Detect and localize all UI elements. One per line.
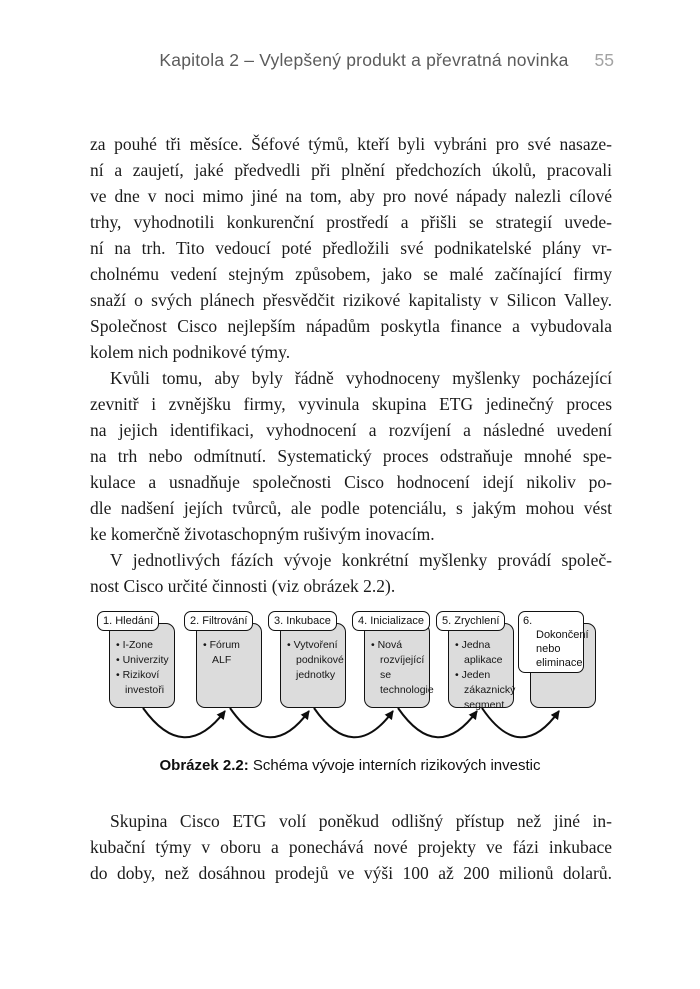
text-line: na trh nebo odmítnutí. Systematický proces odstraňuje mnohé spe- xyxy=(90,446,612,466)
bullet-item: • Nová rozvíjející se technologie xyxy=(371,639,434,696)
bullet-item: • Rizikoví investoři xyxy=(116,669,165,696)
stage-label: 5. Zrychlení xyxy=(436,611,505,631)
stage-body xyxy=(109,623,175,708)
caption-label: Obrázek 2.2: xyxy=(159,757,249,774)
text-block-after-figure xyxy=(90,808,612,886)
stage-2 xyxy=(184,611,270,666)
page-number: 55 xyxy=(594,50,614,70)
text-line: do doby, než dosáhnou prodejů ve výši 100 až 200 milionů dolarů. xyxy=(90,863,612,883)
bullet-item: • Univerzity xyxy=(116,654,169,666)
flow-arrow xyxy=(143,708,225,737)
stage-label: 4. Inicializace xyxy=(352,611,430,631)
stage-1 xyxy=(97,611,183,696)
text-line: dle nadšení jejích tvůrců, ale podle potenciálu, s jakým mohou vést xyxy=(90,498,612,518)
stage-label: 1. Hledání xyxy=(97,611,159,631)
text-line: kubační týmy v oboru a ponechává nové projekty ve fázi inkubace xyxy=(90,837,612,857)
bullet-item: • Fórum ALF xyxy=(203,639,240,666)
figure-diagram xyxy=(0,608,700,753)
text-line: ní a zaujetí, jaké předvedli při plnění předchozích úkolů, pracovali xyxy=(90,160,612,180)
page-content xyxy=(0,131,700,886)
stage-body xyxy=(280,623,346,708)
text-line: na jejich identifikaci, vyhodnocení a rozvíjení a následné uvedení xyxy=(90,420,612,440)
text-line: Skupina Cisco ETG volí poněkud odlišný přístup než jiné in- xyxy=(110,811,612,831)
bullet-item: • Jedna aplikace xyxy=(455,639,503,666)
flow-arrow xyxy=(230,708,309,737)
text-line: Kvůli tomu, aby byly řádně vyhodnoceny myšlenky pocházející xyxy=(110,368,612,388)
bullet-item: • Jeden zákaznický segment xyxy=(455,669,516,711)
stage-body xyxy=(196,623,262,708)
paragraph xyxy=(90,547,612,599)
text-line: V jednotlivých fázích vývoje konkrétní myšlenky provádí společ- xyxy=(110,550,612,570)
text-line: ke komerčně životaschopným rušivým inovacím. xyxy=(90,524,435,544)
text-line: zevnitř i zvnějšku firmy, vyvinula skupina ETG jedinečný proces xyxy=(90,394,612,414)
text-line: ve dne v noci mimo jiné na tom, aby pro nové nápady nalezli cílové xyxy=(90,186,612,206)
paragraph xyxy=(90,808,612,886)
text-line: snaží o svých plánech přesvědčit rizikové kapitalisty v Silicon Valley. xyxy=(90,290,612,310)
stage-3 xyxy=(268,611,354,681)
stage-6 xyxy=(518,611,604,673)
figure-caption xyxy=(0,755,700,776)
text-line: kulace a usnadňuje společnosti Cisco hodnocení idejí nikoliv po- xyxy=(90,472,612,492)
caption-text: Schéma vývoje interních rizikových investic xyxy=(248,757,541,774)
stage-label: 2. Filtrování xyxy=(184,611,253,631)
stage-4 xyxy=(352,611,438,696)
paragraph xyxy=(90,131,612,365)
stage-label: 6. Dokončení nebo eliminace xyxy=(518,611,584,673)
bullet-item: • I-Zone xyxy=(116,639,153,651)
stage-body xyxy=(448,623,516,711)
stage-label: 3. Inkubace xyxy=(268,611,337,631)
running-header xyxy=(0,0,700,74)
flow-arrow xyxy=(314,708,393,737)
paragraph xyxy=(90,365,612,547)
bullet-item: • Vytvoření podnikové jednotky xyxy=(287,639,344,681)
text-line: nost Cisco určité činnosti (viz obrázek 2.2). xyxy=(90,576,396,596)
chapter-title-text: Kapitola 2 – Vylepšený produkt a převratná novinka xyxy=(159,50,569,70)
stage-body xyxy=(364,623,434,708)
text-line: za pouhé tři měsíce. Šéfové týmů, kteří byli vybráni pro své nasaze- xyxy=(90,134,612,154)
stage-5 xyxy=(436,611,522,711)
text-line: cholnému vedení stejným způsobem, jako se malé začínající firmy xyxy=(90,264,612,284)
text-block-before-figure xyxy=(90,131,612,599)
text-line: trhy, vyhodnotili konkurenční prostředí a přišli se strategií uvede- xyxy=(90,212,612,232)
text-line: Společnost Cisco nejlepším nápadům poskytla finance a vybudovala xyxy=(90,316,612,336)
text-line: ní na trh. Tito vedoucí poté předložili své podnikatelské plány vr- xyxy=(90,238,612,258)
text-line: kolem nich podnikové týmy. xyxy=(90,342,291,362)
